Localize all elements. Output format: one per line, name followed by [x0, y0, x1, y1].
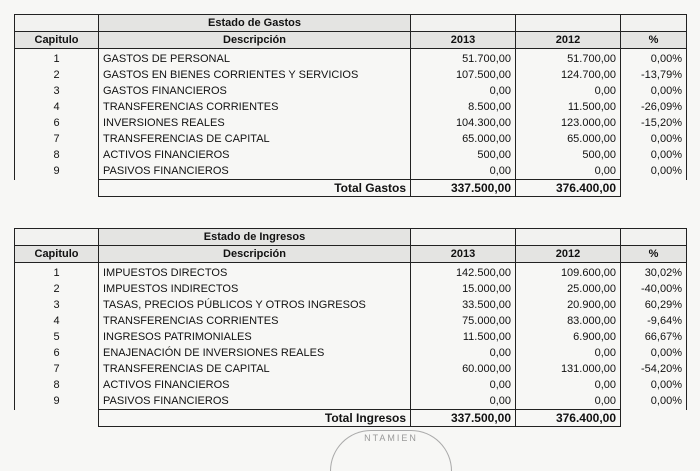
gastos-header-pct: %: [621, 32, 687, 49]
value-2012-cell: 25.000,00: [516, 281, 621, 297]
pct-cell: -9,64%: [621, 313, 687, 329]
capitulo-cell: 7: [15, 131, 99, 147]
pct-cell: 0,00%: [621, 345, 687, 361]
pct-cell: 66,67%: [621, 329, 687, 345]
value-2012-cell: 0,00: [516, 345, 621, 361]
capitulo-cell: 4: [15, 99, 99, 115]
ingresos-rows: [15, 263, 687, 410]
descripcion-cell: INGRESOS PATRIMONIALES: [99, 329, 411, 345]
descripcion-cell: TASAS, PRECIOS PÚBLICOS Y OTROS INGRESOS: [99, 297, 411, 313]
value-2012-cell: 0,00: [516, 377, 621, 393]
value-2013-cell: 500,00: [411, 147, 516, 163]
gastos-table: [14, 14, 687, 197]
capitulo-cell: 9: [15, 163, 99, 180]
capitulo-cell: 5: [15, 329, 99, 345]
gastos-header-2013: 2013: [411, 32, 516, 49]
capitulo-cell: 8: [15, 377, 99, 393]
value-2012-cell: 20.900,00: [516, 297, 621, 313]
pct-cell: 30,02%: [621, 263, 687, 282]
official-stamp: [330, 430, 452, 471]
pct-cell: -54,20%: [621, 361, 687, 377]
value-2012-cell: 123.000,00: [516, 115, 621, 131]
table-row: [15, 393, 687, 410]
pct-cell: 0,00%: [621, 163, 687, 180]
descripcion-cell: GASTOS FINANCIEROS: [99, 83, 411, 99]
value-2012-cell: 6.900,00: [516, 329, 621, 345]
ingresos-total-blank: [15, 410, 99, 427]
ingresos-title-row: [15, 229, 687, 246]
pct-cell: 0,00%: [621, 131, 687, 147]
gastos-rows: [15, 49, 687, 180]
gastos-total-2013: 337.500,00: [411, 180, 516, 197]
descripcion-cell: PASIVOS FINANCIEROS: [99, 163, 411, 180]
gastos-header-descripcion: Descripción: [99, 32, 411, 49]
ingresos-total-pct-blank: [621, 410, 687, 427]
capitulo-cell: 2: [15, 67, 99, 83]
ingresos-column-headers: [15, 246, 687, 263]
ingresos-title: Estado de Ingresos: [99, 229, 411, 246]
ingresos-header-pct: %: [621, 246, 687, 263]
pct-cell: -15,20%: [621, 115, 687, 131]
ingresos-total-label: Total Ingresos: [99, 410, 411, 427]
descripcion-cell: ENAJENACIÓN DE INVERSIONES REALES: [99, 345, 411, 361]
value-2012-cell: 11.500,00: [516, 99, 621, 115]
pct-cell: 0,00%: [621, 377, 687, 393]
ingresos-header-descripcion: Descripción: [99, 246, 411, 263]
descripcion-cell: TRANSFERENCIAS DE CAPITAL: [99, 131, 411, 147]
value-2012-cell: 500,00: [516, 147, 621, 163]
capitulo-cell: 2: [15, 281, 99, 297]
table-row: [15, 147, 687, 163]
value-2012-cell: 131.000,00: [516, 361, 621, 377]
table-row: [15, 99, 687, 115]
descripcion-cell: TRANSFERENCIAS CORRIENTES: [99, 313, 411, 329]
capitulo-cell: 3: [15, 83, 99, 99]
table-row: [15, 83, 687, 99]
value-2013-cell: 0,00: [411, 83, 516, 99]
value-2012-cell: 51.700,00: [516, 49, 621, 68]
capitulo-cell: 1: [15, 49, 99, 68]
table-row: [15, 345, 687, 361]
gastos-column-headers: [15, 32, 687, 49]
ingresos-header-capitulo: Capitulo: [15, 246, 99, 263]
value-2013-cell: 75.000,00: [411, 313, 516, 329]
value-2012-cell: 109.600,00: [516, 263, 621, 282]
descripcion-cell: ACTIVOS FINANCIEROS: [99, 377, 411, 393]
table-row: [15, 329, 687, 345]
descripcion-cell: IMPUESTOS DIRECTOS: [99, 263, 411, 282]
gastos-title-blank: [516, 15, 621, 32]
value-2013-cell: 0,00: [411, 393, 516, 410]
descripcion-cell: TRANSFERENCIAS CORRIENTES: [99, 99, 411, 115]
pct-cell: -40,00%: [621, 281, 687, 297]
pct-cell: 60,29%: [621, 297, 687, 313]
ingresos-header-2013: 2013: [411, 246, 516, 263]
gastos-header-2012: 2012: [516, 32, 621, 49]
gastos-total-pct-blank: [621, 180, 687, 197]
descripcion-cell: GASTOS EN BIENES CORRIENTES Y SERVICIOS: [99, 67, 411, 83]
descripcion-cell: PASIVOS FINANCIEROS: [99, 393, 411, 410]
gastos-header-capitulo: Capitulo: [15, 32, 99, 49]
ingresos-total-2013: 337.500,00: [411, 410, 516, 427]
ingresos-header-2012: 2012: [516, 246, 621, 263]
capitulo-cell: 9: [15, 393, 99, 410]
pct-cell: 0,00%: [621, 147, 687, 163]
ingresos-title-blank: [621, 229, 687, 246]
value-2012-cell: 83.000,00: [516, 313, 621, 329]
value-2013-cell: 0,00: [411, 345, 516, 361]
descripcion-cell: TRANSFERENCIAS DE CAPITAL: [99, 361, 411, 377]
gastos-title-row: [15, 15, 687, 32]
capitulo-cell: 6: [15, 345, 99, 361]
pct-cell: -26,09%: [621, 99, 687, 115]
ingresos-title-blank: [516, 229, 621, 246]
value-2013-cell: 0,00: [411, 163, 516, 180]
table-row: [15, 361, 687, 377]
gastos-total-label: Total Gastos: [99, 180, 411, 197]
gastos-total-blank: [15, 180, 99, 197]
value-2013-cell: 8.500,00: [411, 99, 516, 115]
table-row: [15, 115, 687, 131]
value-2013-cell: 142.500,00: [411, 263, 516, 282]
pct-cell: 0,00%: [621, 393, 687, 410]
capitulo-cell: 3: [15, 297, 99, 313]
descripcion-cell: INVERSIONES REALES: [99, 115, 411, 131]
capitulo-cell: 7: [15, 361, 99, 377]
value-2012-cell: 0,00: [516, 393, 621, 410]
stamp-text: NTAMIEN: [364, 433, 418, 443]
value-2013-cell: 33.500,00: [411, 297, 516, 313]
table-row: [15, 131, 687, 147]
descripcion-cell: ACTIVOS FINANCIEROS: [99, 147, 411, 163]
value-2013-cell: 104.300,00: [411, 115, 516, 131]
value-2013-cell: 107.500,00: [411, 67, 516, 83]
capitulo-cell: 6: [15, 115, 99, 131]
value-2013-cell: 65.000,00: [411, 131, 516, 147]
value-2012-cell: 124.700,00: [516, 67, 621, 83]
descripcion-cell: IMPUESTOS INDIRECTOS: [99, 281, 411, 297]
gastos-title-blank: [621, 15, 687, 32]
table-row: [15, 313, 687, 329]
pct-cell: -13,79%: [621, 67, 687, 83]
table-row: [15, 377, 687, 393]
table-row: [15, 297, 687, 313]
gastos-title-blank: [411, 15, 516, 32]
gastos-total-row: [15, 180, 687, 197]
value-2013-cell: 15.000,00: [411, 281, 516, 297]
pct-cell: 0,00%: [621, 83, 687, 99]
pct-cell: 0,00%: [621, 49, 687, 68]
ingresos-title-blank: [15, 229, 99, 246]
ingresos-total-2012: 376.400,00: [516, 410, 621, 427]
table-row: [15, 163, 687, 180]
value-2013-cell: 60.000,00: [411, 361, 516, 377]
ingresos-total-row: [15, 410, 687, 427]
capitulo-cell: 4: [15, 313, 99, 329]
gastos-total-2012: 376.400,00: [516, 180, 621, 197]
table-row: [15, 263, 687, 282]
value-2013-cell: 11.500,00: [411, 329, 516, 345]
value-2012-cell: 65.000,00: [516, 131, 621, 147]
capitulo-cell: 1: [15, 263, 99, 282]
value-2012-cell: 0,00: [516, 83, 621, 99]
ingresos-table: [14, 228, 687, 427]
gastos-title: Estado de Gastos: [99, 15, 411, 32]
ingresos-title-blank: [411, 229, 516, 246]
table-row: [15, 281, 687, 297]
value-2012-cell: 0,00: [516, 163, 621, 180]
table-row: [15, 67, 687, 83]
value-2013-cell: 0,00: [411, 377, 516, 393]
descripcion-cell: GASTOS DE PERSONAL: [99, 49, 411, 68]
value-2013-cell: 51.700,00: [411, 49, 516, 68]
gastos-title-blank: [15, 15, 99, 32]
table-row: [15, 49, 687, 68]
capitulo-cell: 8: [15, 147, 99, 163]
